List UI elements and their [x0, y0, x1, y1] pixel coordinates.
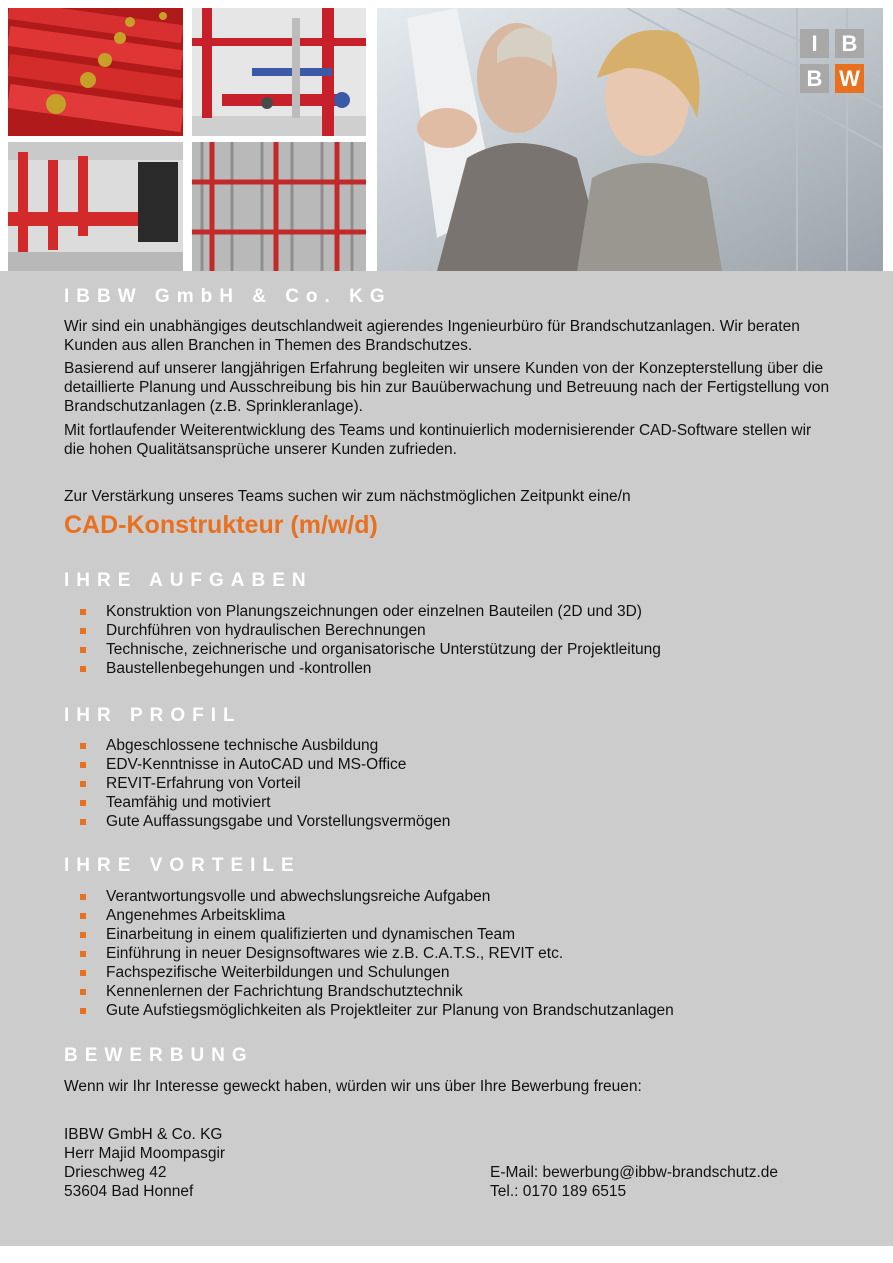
search-text: Zur Verstärkung unseres Teams suchen wir zum nächstmöglichen Zeitpunkt eine/n — [64, 488, 631, 505]
address-line: 53604 Bad Honnef — [64, 1183, 194, 1200]
photo-sprinkler-pipes — [8, 8, 183, 136]
phone-number: Tel.: 0170 189 6515 — [490, 1183, 627, 1200]
list-item: Durchführen von hydraulischen Berechnungen — [80, 621, 661, 640]
list-item: Einführung in neuer Designsoftwares wie z.B. C.A.T.S., REVIT etc. — [80, 944, 674, 963]
profil-list — [80, 736, 450, 831]
list-item: Verantwortungsvolle und abwechslungsreiche Aufgaben — [80, 887, 674, 906]
vorteile-heading: IHRE VORTEILE — [64, 855, 301, 876]
photo-sprinkler-station — [8, 142, 183, 271]
bewerbung-heading: BEWERBUNG — [64, 1045, 254, 1066]
list-item: Konstruktion von Planungszeichnungen oder einzelnen Bauteilen (2D und 3D) — [80, 602, 661, 621]
list-item: REVIT-Erfahrung von Vorteil — [80, 774, 450, 793]
profil-heading: IHR PROFIL — [64, 705, 242, 726]
address-line: Herr Majid Moompasgir — [64, 1145, 226, 1162]
logo-letter: B — [800, 64, 829, 93]
list-item: Gute Auffassungsgabe und Vorstellungsvermögen — [80, 812, 450, 831]
email-link[interactable]: E-Mail: bewerbung@ibbw-brandschutz.de — [490, 1164, 778, 1181]
logo-letter: W — [835, 64, 864, 93]
photo-pipe-installation — [192, 8, 366, 136]
job-title: CAD-Konstrukteur (m/w/d) — [64, 511, 378, 539]
aufgaben-heading: IHRE AUFGABEN — [64, 570, 313, 591]
bewerbung-text: Wenn wir Ihr Interesse geweckt haben, würden wir uns über Ihre Bewerbung freuen: — [64, 1078, 642, 1095]
list-item: EDV-Kenntnisse in AutoCAD und MS-Office — [80, 755, 450, 774]
aufgaben-list — [80, 602, 661, 678]
list-item: Technische, zeichnerische und organisatorische Unterstützung der Projektleitung — [80, 640, 661, 659]
address-line: Drieschweg 42 — [64, 1164, 167, 1181]
vorteile-list — [80, 887, 674, 1020]
ibbw-logo — [800, 29, 864, 93]
list-item: Angenehmes Arbeitsklima — [80, 906, 674, 925]
company-heading: IBBW GmbH & Co. KG — [64, 286, 392, 307]
list-item: Einarbeitung in einem qualifizierten und dynamischen Team — [80, 925, 674, 944]
list-item: Fachspezifische Weiterbildungen und Schulungen — [80, 963, 674, 982]
list-item: Baustellenbegehungen und -kontrollen — [80, 659, 661, 678]
logo-letter: B — [835, 29, 864, 58]
list-item: Gute Aufstiegsmöglichkeiten als Projektleiter zur Planung von Brandschutzanlagen — [80, 1001, 674, 1020]
contact-info — [490, 1163, 778, 1201]
header-photo-collage — [0, 0, 893, 271]
intro-paragraph-3: Mit fortlaufender Weiterentwicklung des Teams und kontinuierlich modernisierender CAD-Software stellen wir die hohen Qualitätsansprüche unserer Kunden zufrieden. — [64, 422, 812, 458]
content-panel — [0, 271, 893, 1246]
address-line: IBBW GmbH & Co. KG — [64, 1126, 223, 1143]
logo-letter: I — [800, 29, 829, 58]
list-item: Kennenlernen der Fachrichtung Brandschutztechnik — [80, 982, 674, 1001]
list-item: Teamfähig und motiviert — [80, 793, 450, 812]
postal-address — [64, 1125, 225, 1201]
intro-paragraph-2: Basierend auf unserer langjährigen Erfahrung begleiten wir unsere Kunden von der Konzepterstellung über die detaillierte Planung und Ausschreibung bis hin zur Bauüberwachung und Betreuung nach der Fertigstellung von Brandschutzanlagen (z.B. Sprinkleranlage). — [64, 360, 830, 415]
list-item: Abgeschlossene technische Ausbildung — [80, 736, 450, 755]
photo-sprinkler-grid — [192, 142, 366, 271]
intro-paragraph-1: Wir sind ein unabhängiges deutschlandweit agierendes Ingenieurbüro für Brandschutzanlagen. Wir beraten Kunden aus allen Branchen in Themen des Brandschutzes. — [64, 318, 800, 354]
